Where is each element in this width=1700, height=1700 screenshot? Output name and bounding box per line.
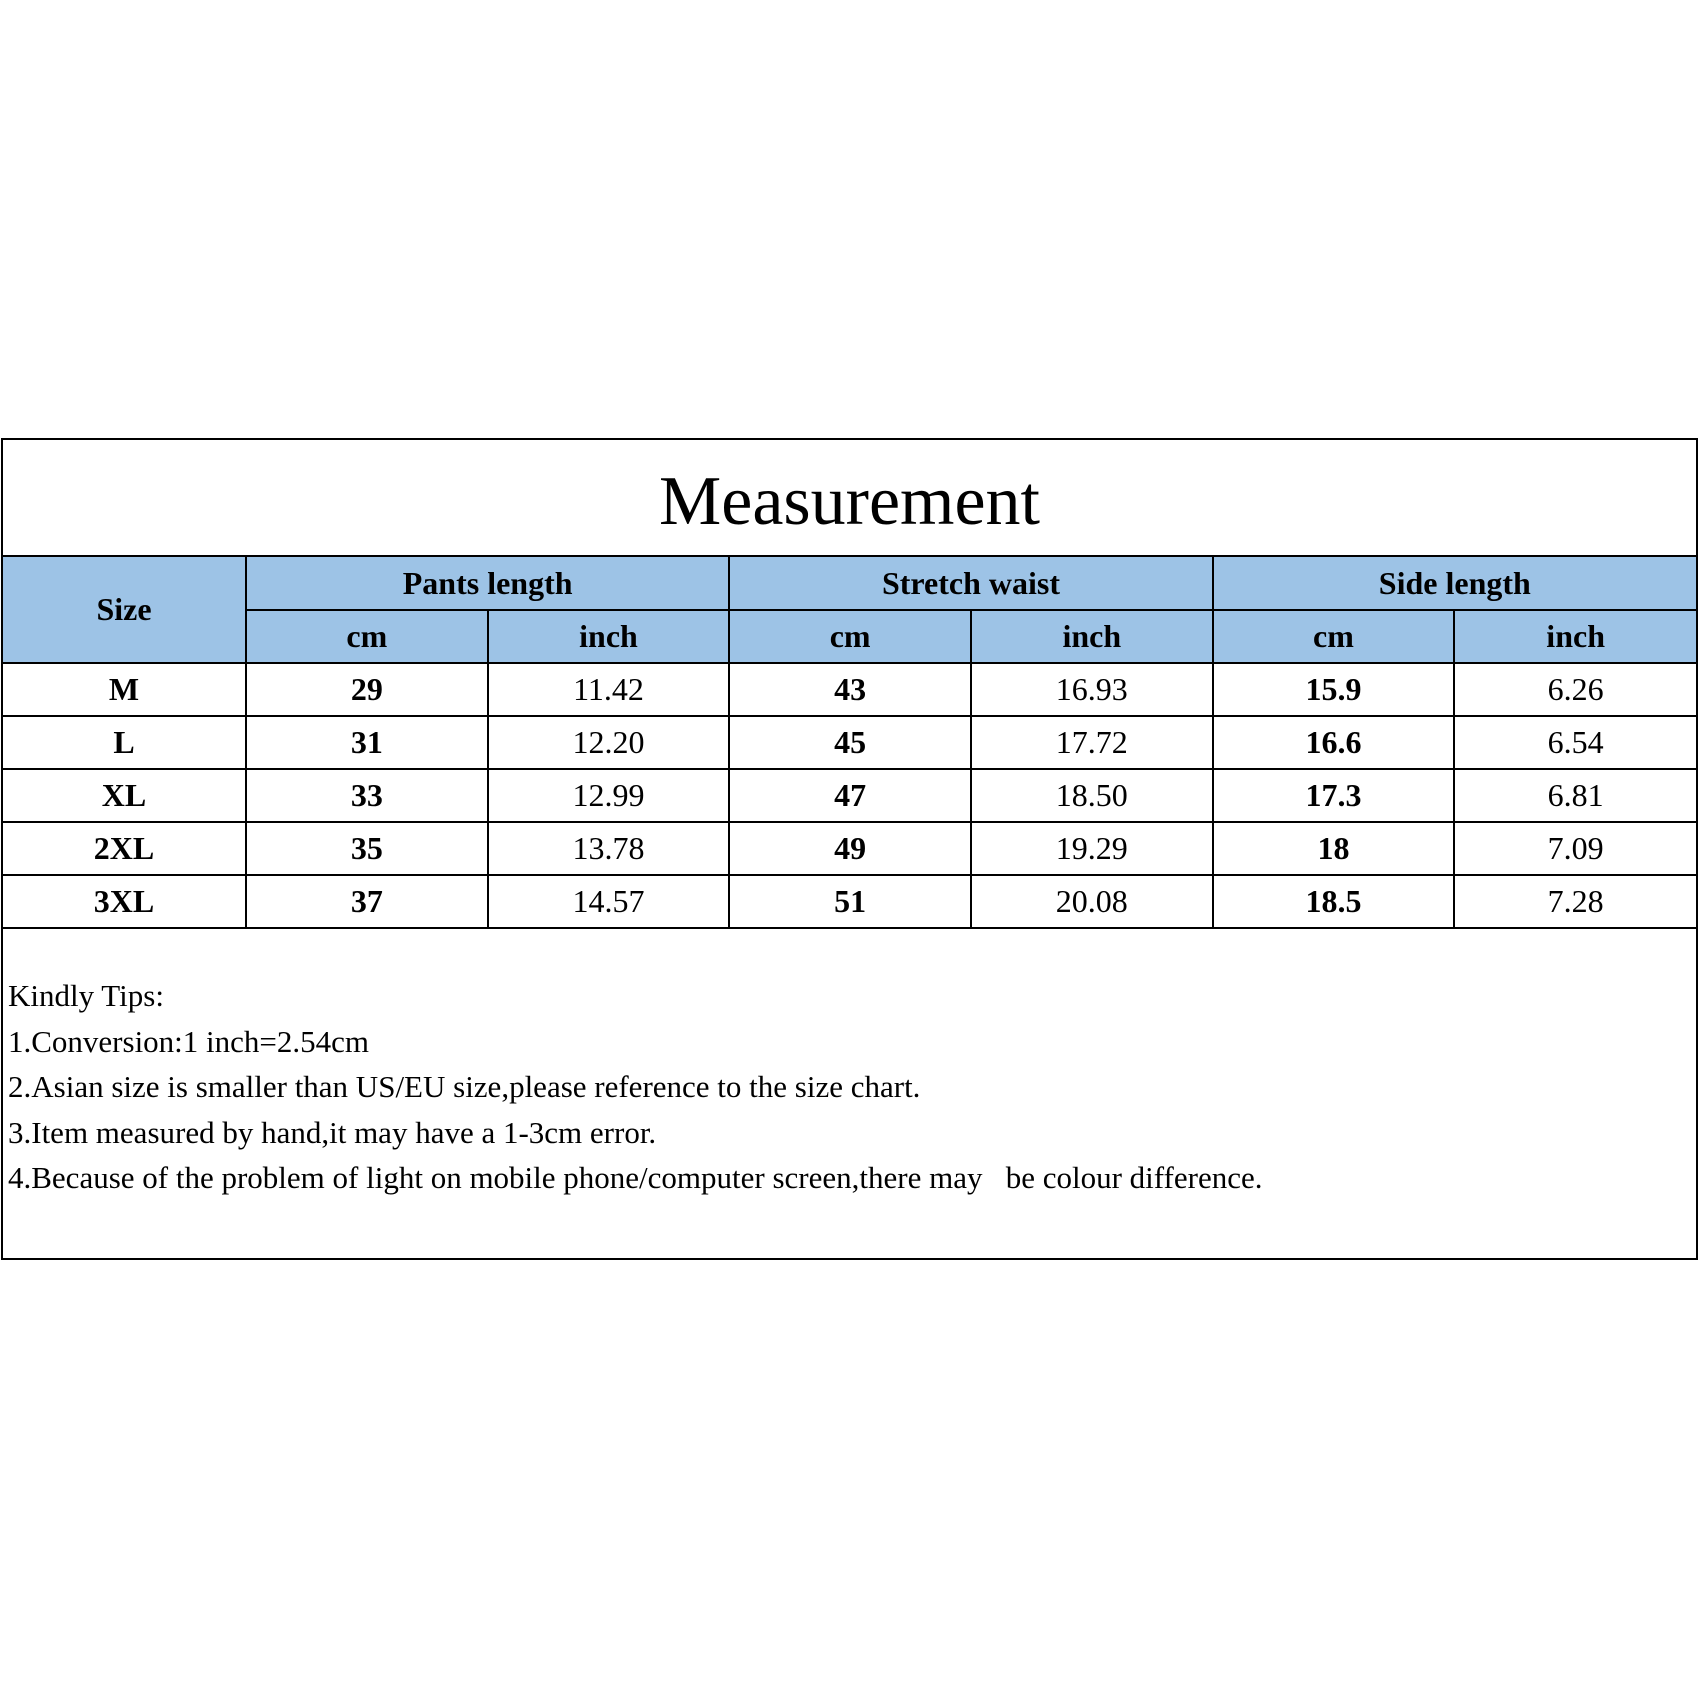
side-cm-cell: 15.9 bbox=[1213, 663, 1455, 716]
pants-cm-cell: 29 bbox=[246, 663, 488, 716]
tip-item: 2.Asian size is smaller than US/EU size,please reference to the size chart. bbox=[8, 1069, 921, 1104]
tip-item: 1.Conversion:1 inch=2.54cm bbox=[8, 1023, 370, 1059]
side-inch-cell: 6.26 bbox=[1454, 663, 1696, 716]
group-header-pants-length: Pants length bbox=[246, 557, 729, 610]
unit-header-waist-inch: inch bbox=[971, 610, 1213, 663]
pants-inch-cell: 13.78 bbox=[488, 822, 730, 875]
unit-header-waist-cm: cm bbox=[729, 610, 971, 663]
tip-item: 3.Item measured by hand,it may have a 1-3cm error. bbox=[8, 1114, 657, 1150]
unit-header-pants-inch: inch bbox=[488, 610, 730, 663]
size-column-header: Size bbox=[3, 557, 246, 663]
tips-heading: Kindly Tips: bbox=[8, 978, 164, 1013]
table-row bbox=[3, 663, 1696, 716]
waist-inch-cell: 18.50 bbox=[971, 769, 1213, 822]
side-inch-cell: 7.28 bbox=[1454, 875, 1696, 928]
size-chart bbox=[1, 438, 1698, 1260]
table-row bbox=[3, 875, 1696, 928]
pants-cm-cell: 33 bbox=[246, 769, 488, 822]
pants-cm-cell: 35 bbox=[246, 822, 488, 875]
waist-cm-cell: 45 bbox=[729, 716, 971, 769]
group-header-side-length: Side length bbox=[1213, 557, 1696, 610]
table-row bbox=[3, 716, 1696, 769]
side-inch-cell: 6.81 bbox=[1454, 769, 1696, 822]
side-cm-cell: 16.6 bbox=[1213, 716, 1455, 769]
unit-header-side-cm: cm bbox=[1213, 610, 1455, 663]
page-title: Measurement bbox=[3, 440, 1696, 557]
pants-cm-cell: 31 bbox=[246, 716, 488, 769]
unit-header-side-inch: inch bbox=[1454, 610, 1696, 663]
size-cell: 2XL bbox=[3, 822, 246, 875]
table-row bbox=[3, 769, 1696, 822]
waist-cm-cell: 47 bbox=[729, 769, 971, 822]
kindly-tips bbox=[3, 929, 1696, 1201]
table-group-header-row bbox=[3, 557, 1696, 610]
waist-inch-cell: 19.29 bbox=[971, 822, 1213, 875]
table-unit-header-row bbox=[3, 610, 1696, 663]
side-inch-cell: 7.09 bbox=[1454, 822, 1696, 875]
table-row bbox=[3, 822, 1696, 875]
size-cell: L bbox=[3, 716, 246, 769]
group-header-stretch-waist: Stretch waist bbox=[729, 557, 1212, 610]
waist-cm-cell: 51 bbox=[729, 875, 971, 928]
pants-inch-cell: 12.99 bbox=[488, 769, 730, 822]
waist-cm-cell: 49 bbox=[729, 822, 971, 875]
waist-inch-cell: 16.93 bbox=[971, 663, 1213, 716]
pants-cm-cell: 37 bbox=[246, 875, 488, 928]
side-cm-cell: 17.3 bbox=[1213, 769, 1455, 822]
pants-inch-cell: 14.57 bbox=[488, 875, 730, 928]
side-cm-cell: 18 bbox=[1213, 822, 1455, 875]
size-table bbox=[3, 557, 1696, 929]
size-cell: 3XL bbox=[3, 875, 246, 928]
pants-inch-cell: 12.20 bbox=[488, 716, 730, 769]
side-cm-cell: 18.5 bbox=[1213, 875, 1455, 928]
waist-inch-cell: 17.72 bbox=[971, 716, 1213, 769]
pants-inch-cell: 11.42 bbox=[488, 663, 730, 716]
tip-item: 4.Because of the problem of light on mobile phone/computer screen,there may be colour difference. bbox=[8, 1160, 1263, 1195]
waist-inch-cell: 20.08 bbox=[971, 875, 1213, 928]
size-cell: XL bbox=[3, 769, 246, 822]
unit-header-pants-cm: cm bbox=[246, 610, 488, 663]
waist-cm-cell: 43 bbox=[729, 663, 971, 716]
side-inch-cell: 6.54 bbox=[1454, 716, 1696, 769]
size-cell: M bbox=[3, 663, 246, 716]
